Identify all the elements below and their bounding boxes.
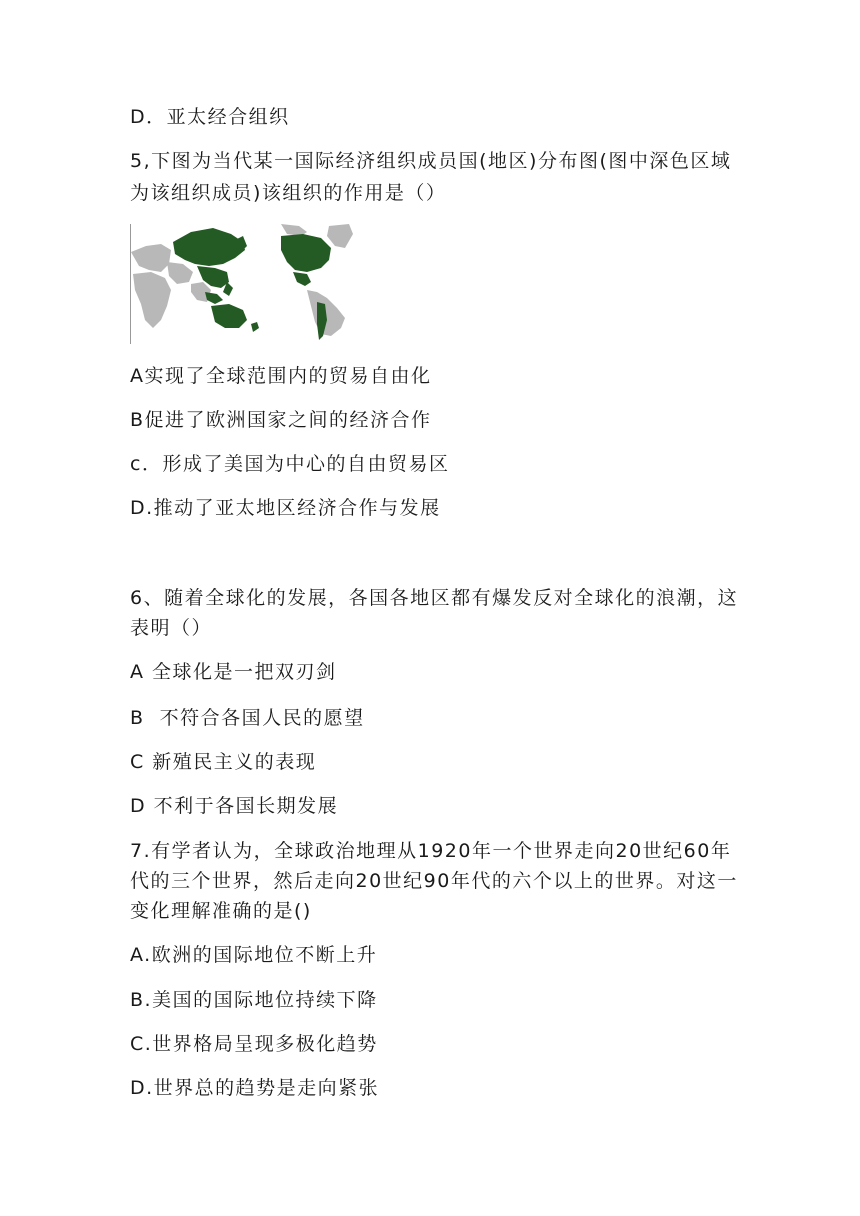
q4-option-d: D．亚太经合组织: [130, 106, 290, 128]
q7-option-d: D.世界总的趋势是走向紧张: [130, 1077, 380, 1099]
q6-stem-line-1: 6、随着全球化的发展，各国各地区都有爆发反对全球化的浪潮，这: [130, 587, 739, 609]
q5-option-c: c．形成了美国为中心的自由贸易区: [130, 453, 450, 475]
q7-option-b: B.美国的国际地位持续下降: [130, 989, 378, 1011]
q7-option-c: C.世界格局呈现多极化趋势: [130, 1033, 378, 1055]
q7-stem-line-2: 代的三个世界，然后走向20世纪90年代的六个以上的世界。对这一: [130, 870, 738, 892]
apec-member-map: [130, 224, 353, 344]
q7-option-a: A.欧洲的国际地位不断上升: [130, 944, 378, 966]
q5-option-a: A实现了全球范围内的贸易自由化: [130, 365, 432, 387]
q7-stem-line-3: 变化理解准确的是(): [130, 900, 312, 922]
q7-stem-line-1: 7.有学者认为，全球政治地理从1920年一个世界走向20世纪60年: [130, 840, 732, 862]
q5-option-b: B促进了欧洲国家之间的经济合作: [130, 409, 432, 431]
q5-option-d: D.推动了亚太地区经济合作与发展: [130, 497, 441, 519]
q6-option-b: B 不符合各国人民的愿望: [130, 707, 365, 729]
q5-stem-line-1: 5,下图为当代某一国际经济组织成员国(地区)分布图(图中深色区域: [130, 150, 732, 172]
q6-stem-line-2: 表明（）: [130, 617, 213, 639]
q6-option-d: D 不利于各国长期发展: [130, 795, 339, 817]
q6-option-a: A 全球化是一把双刃剑: [130, 661, 337, 683]
world-map-svg: [131, 224, 353, 344]
q5-stem-line-2: 为该组织成员)该组织的作用是（）: [130, 182, 447, 204]
q6-option-c: C 新殖民主义的表现: [130, 751, 317, 773]
